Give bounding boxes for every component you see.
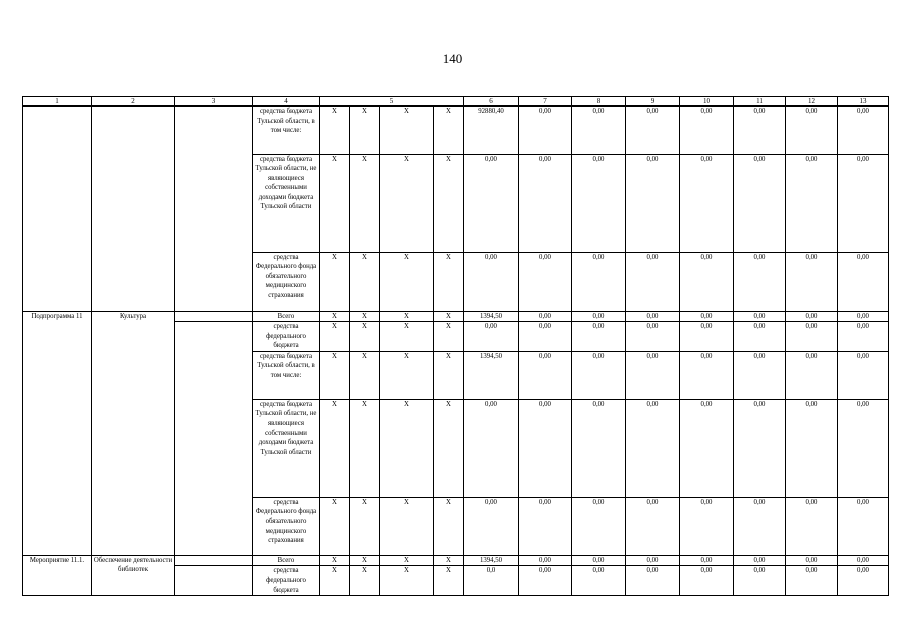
amount-cell: 0,00 xyxy=(786,154,838,252)
table-row xyxy=(23,311,889,322)
x-mark-cell: Х xyxy=(320,106,350,154)
amount-cell: 0,00 xyxy=(734,311,786,322)
amount-cell: 0,00 xyxy=(626,106,680,154)
page-number: 140 xyxy=(442,51,463,66)
amount-cell: 0,00 xyxy=(572,322,626,352)
executor-cell xyxy=(175,106,253,311)
x-mark-cell: Х xyxy=(350,497,380,555)
x-mark-cell: Х xyxy=(320,311,350,322)
amount-cell: 0,00 xyxy=(786,252,838,311)
amount-cell: 0,00 xyxy=(464,154,519,252)
funding-source-cell: средства бюджета Тульской области, не являющиеся собственными доходами бюджета Тульской области xyxy=(253,154,320,252)
column-header: 10 xyxy=(680,97,734,107)
amount-cell: 0,00 xyxy=(734,351,786,399)
amount-cell: 0,00 xyxy=(734,252,786,311)
x-mark-cell: Х xyxy=(320,252,350,311)
amount-cell: 0,00 xyxy=(519,555,572,566)
x-mark-cell: Х xyxy=(380,555,434,566)
x-mark-cell: Х xyxy=(350,106,380,154)
x-mark-cell: Х xyxy=(350,154,380,252)
amount-cell: 0,00 xyxy=(680,154,734,252)
amount-cell: 1394,50 xyxy=(464,555,519,566)
amount-cell: 0,00 xyxy=(572,555,626,566)
amount-cell: 0,00 xyxy=(519,351,572,399)
budget-table xyxy=(22,96,889,596)
amount-cell: 0,00 xyxy=(680,252,734,311)
x-mark-cell: Х xyxy=(434,555,464,566)
amount-cell: 0,00 xyxy=(680,399,734,497)
x-mark-cell: Х xyxy=(380,399,434,497)
x-mark-cell: Х xyxy=(350,566,380,596)
executor-cell xyxy=(175,555,253,566)
x-mark-cell: Х xyxy=(380,154,434,252)
x-mark-cell: Х xyxy=(434,311,464,322)
amount-cell: 0,00 xyxy=(734,154,786,252)
amount-cell: 0,00 xyxy=(786,399,838,497)
executor-cell xyxy=(175,311,253,322)
amount-cell: 0,00 xyxy=(786,351,838,399)
executor-cell xyxy=(175,322,253,556)
amount-cell: 92880,40 xyxy=(464,106,519,154)
funding-source-cell: средства Федерального фонда обязательного медицинского страхования xyxy=(253,497,320,555)
amount-cell: 0,00 xyxy=(519,311,572,322)
item-code-cell: Подпрограмма 11 xyxy=(23,311,92,555)
x-mark-cell: Х xyxy=(380,497,434,555)
column-header: 13 xyxy=(838,97,889,107)
amount-cell: 0,00 xyxy=(626,252,680,311)
amount-cell: 0,00 xyxy=(572,154,626,252)
amount-cell: 0,00 xyxy=(786,311,838,322)
amount-cell: 0,00 xyxy=(838,311,889,322)
x-mark-cell: Х xyxy=(350,399,380,497)
column-header: 3 xyxy=(175,97,253,107)
x-mark-cell: Х xyxy=(434,351,464,399)
amount-cell: 0,00 xyxy=(572,252,626,311)
amount-cell: 0,00 xyxy=(519,154,572,252)
x-mark-cell: Х xyxy=(434,497,464,555)
amount-cell: 0,00 xyxy=(626,351,680,399)
x-mark-cell: Х xyxy=(350,252,380,311)
x-mark-cell: Х xyxy=(380,351,434,399)
x-mark-cell: Х xyxy=(320,399,350,497)
amount-cell: 0,00 xyxy=(464,497,519,555)
amount-cell: 0,00 xyxy=(572,566,626,596)
amount-cell: 0,00 xyxy=(519,322,572,352)
amount-cell: 0,00 xyxy=(786,497,838,555)
amount-cell: 0,00 xyxy=(734,555,786,566)
x-mark-cell: Х xyxy=(320,566,350,596)
column-header: 8 xyxy=(572,97,626,107)
x-mark-cell: Х xyxy=(380,252,434,311)
amount-cell: 0,00 xyxy=(680,351,734,399)
funding-source-cell: средства федерального бюджета xyxy=(253,322,320,352)
amount-cell: 0,00 xyxy=(464,252,519,311)
column-header: 7 xyxy=(519,97,572,107)
column-header: 2 xyxy=(92,97,175,107)
amount-cell: 0,00 xyxy=(626,399,680,497)
funding-source-cell: средства бюджета Тульской области, не являющиеся собственными доходами бюджета Тульской области xyxy=(253,399,320,497)
x-mark-cell: Х xyxy=(350,311,380,322)
amount-cell: 1394,50 xyxy=(464,351,519,399)
amount-cell: 0,00 xyxy=(734,106,786,154)
amount-cell: 0,00 xyxy=(572,311,626,322)
column-header: 9 xyxy=(626,97,680,107)
x-mark-cell: Х xyxy=(380,566,434,596)
amount-cell: 0,00 xyxy=(626,566,680,596)
funding-source-cell: Всего xyxy=(253,311,320,322)
x-mark-cell: Х xyxy=(320,351,350,399)
amount-cell: 0,00 xyxy=(838,566,889,596)
x-mark-cell: Х xyxy=(350,322,380,352)
table-row xyxy=(23,555,889,566)
amount-cell: 0,00 xyxy=(519,566,572,596)
amount-cell: 0,00 xyxy=(680,106,734,154)
amount-cell: 0,00 xyxy=(838,106,889,154)
x-mark-cell: Х xyxy=(320,555,350,566)
x-mark-cell: Х xyxy=(380,322,434,352)
column-header: 1 xyxy=(23,97,92,107)
item-name-cell xyxy=(92,106,175,311)
amount-cell: 0,00 xyxy=(626,497,680,555)
x-mark-cell: Х xyxy=(350,555,380,566)
amount-cell: 0,00 xyxy=(838,322,889,352)
amount-cell: 0,00 xyxy=(626,154,680,252)
x-mark-cell: Х xyxy=(434,154,464,252)
amount-cell: 0,00 xyxy=(838,252,889,311)
x-mark-cell: Х xyxy=(380,106,434,154)
amount-cell: 0,00 xyxy=(572,106,626,154)
amount-cell: 0,00 xyxy=(838,399,889,497)
amount-cell: 0,00 xyxy=(838,351,889,399)
executor-cell xyxy=(175,566,253,596)
amount-cell: 0,00 xyxy=(572,399,626,497)
x-mark-cell: Х xyxy=(380,311,434,322)
amount-cell: 1394,50 xyxy=(464,311,519,322)
amount-cell: 0,00 xyxy=(838,154,889,252)
amount-cell: 0,00 xyxy=(464,322,519,352)
amount-cell: 0,00 xyxy=(519,399,572,497)
amount-cell: 0,00 xyxy=(838,555,889,566)
item-name-cell: Обеспечение деятельности библиотек xyxy=(92,555,175,596)
amount-cell: 0,00 xyxy=(786,555,838,566)
amount-cell: 0,0 xyxy=(464,566,519,596)
x-mark-cell: Х xyxy=(350,351,380,399)
amount-cell: 0,00 xyxy=(519,252,572,311)
amount-cell: 0,00 xyxy=(734,566,786,596)
x-mark-cell: Х xyxy=(434,106,464,154)
x-mark-cell: Х xyxy=(320,322,350,352)
funding-source-cell: средства бюджета Тульской области, в том числе: xyxy=(253,351,320,399)
funding-source-cell: средства федерального бюджета xyxy=(253,566,320,596)
amount-cell: 0,00 xyxy=(626,311,680,322)
amount-cell: 0,00 xyxy=(680,566,734,596)
column-header: 11 xyxy=(734,97,786,107)
amount-cell: 0,00 xyxy=(786,322,838,352)
column-header: 12 xyxy=(786,97,838,107)
funding-source-cell: средства бюджета Тульской области, в том числе: xyxy=(253,106,320,154)
amount-cell: 0,00 xyxy=(680,311,734,322)
item-code-cell xyxy=(23,106,92,311)
x-mark-cell: Х xyxy=(434,322,464,352)
amount-cell: 0,00 xyxy=(734,399,786,497)
x-mark-cell: Х xyxy=(434,399,464,497)
amount-cell: 0,00 xyxy=(519,106,572,154)
amount-cell: 0,00 xyxy=(464,399,519,497)
column-header: 4 xyxy=(253,97,320,107)
funding-source-cell: средства Федерального фонда обязательного медицинского страхования xyxy=(253,252,320,311)
x-mark-cell: Х xyxy=(434,566,464,596)
amount-cell: 0,00 xyxy=(572,497,626,555)
amount-cell: 0,00 xyxy=(626,555,680,566)
table-row xyxy=(23,106,889,154)
x-mark-cell: Х xyxy=(434,252,464,311)
x-mark-cell: Х xyxy=(320,154,350,252)
item-name-cell: Культура xyxy=(92,311,175,555)
amount-cell: 0,00 xyxy=(680,322,734,352)
funding-source-cell: Всего xyxy=(253,555,320,566)
amount-cell: 0,00 xyxy=(734,497,786,555)
amount-cell: 0,00 xyxy=(519,497,572,555)
amount-cell: 0,00 xyxy=(680,497,734,555)
column-number-row xyxy=(23,97,889,107)
amount-cell: 0,00 xyxy=(786,566,838,596)
item-code-cell: Мероприятие 11.1. xyxy=(23,555,92,596)
amount-cell: 0,00 xyxy=(838,497,889,555)
amount-cell: 0,00 xyxy=(572,351,626,399)
amount-cell: 0,00 xyxy=(734,322,786,352)
amount-cell: 0,00 xyxy=(680,555,734,566)
column-header: 5 xyxy=(320,97,464,107)
amount-cell: 0,00 xyxy=(626,322,680,352)
x-mark-cell: Х xyxy=(320,497,350,555)
amount-cell: 0,00 xyxy=(786,106,838,154)
column-header: 6 xyxy=(464,97,519,107)
